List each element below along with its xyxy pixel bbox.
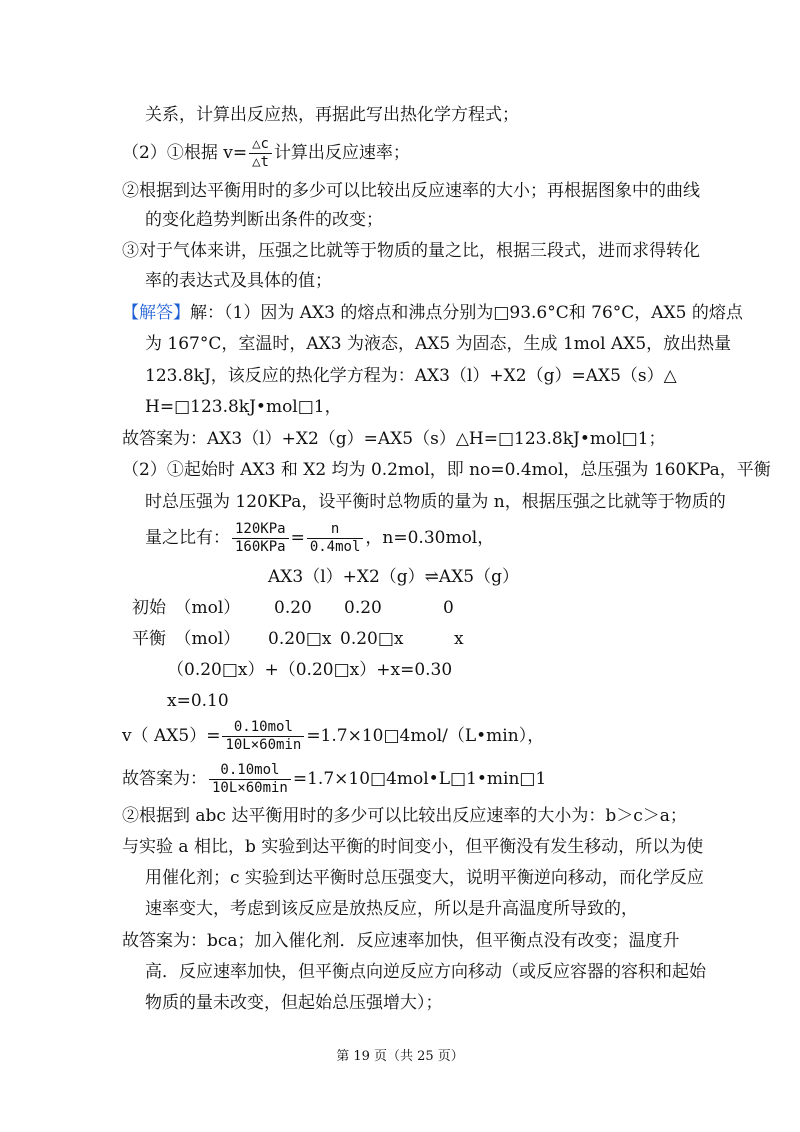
fraction-moles	[307, 521, 364, 556]
row-label-equilibrium: 平衡 （mol）	[132, 629, 241, 649]
text-line: 用催化剂；c 实验到达平衡时总压强变大，说明平衡逆向移动，而化学反应	[145, 868, 704, 888]
table-cell: 0.20□x	[268, 629, 332, 649]
fraction-numerator: 0.10mol	[222, 719, 304, 737]
fraction-denominator: 0.4mol	[309, 539, 361, 555]
fraction-dc-dt	[249, 136, 272, 171]
text-line: 为 167°C，室温时，AX3 为液态，AX5 为固态，生成 1mol AX5，放出热量	[145, 334, 732, 354]
equilibrium-equation: AX3（l）+X2（g）⇌AX5（g）	[268, 567, 519, 587]
fraction-pressure	[232, 521, 289, 556]
equals-sign: =	[290, 528, 305, 548]
table-cell: 0.20□x	[340, 629, 404, 649]
text-line: （2）①起始时 AX3 和 X2 均为 0.2mol，即 no=0.4mol，总压强为 160KPa，平衡	[122, 460, 771, 480]
text-segment: v（ AX5）=	[122, 726, 221, 746]
text-segment: 解：（1）因为 AX3 的熔点和沸点分别为□93.6°C和 76°C，AX5 的熔点	[190, 303, 743, 323]
fraction-numerator: n	[307, 521, 364, 539]
row-label-initial: 初始 （mol）	[132, 598, 241, 618]
text-line: 故答案为：AX3（l）+X2（g）=AX5（s）△H=□123.8kJ•mol□1；	[122, 429, 666, 449]
text-line: 物质的量未改变，但起始总压强增大）；	[145, 993, 443, 1013]
text-segment: 量之比有：	[145, 528, 230, 548]
text-line: 速率变大，考虑到该反应是放热反应，所以是升高温度所导致的，	[145, 899, 638, 919]
fraction-denominator: 160KPa	[235, 539, 286, 555]
text-segment: （2）①根据 v=	[122, 143, 248, 163]
fraction-rate	[222, 719, 304, 754]
text-segment: ，n=0.30mol，	[365, 528, 495, 548]
table-cell: x	[454, 629, 464, 649]
text-line: 率的表达式及具体的值；	[145, 271, 332, 291]
text-line: 与实验 a 相比，b 实验到达平衡的时间变小，但平衡没有发生移动，所以为使	[122, 837, 704, 857]
fraction-denominator: 10L×60min	[225, 737, 302, 753]
text-line: 时总压强为 120KPa，设平衡时总物质的量为 n，根据压强之比就等于物质的	[145, 492, 726, 512]
text-line: H=□123.8kJ•mol□1，	[145, 397, 342, 417]
text-line: 高．反应速率加快，但平衡点向逆反应方向移动（或反应容器的容积和起始	[145, 962, 706, 982]
fraction-numerator: △c	[249, 136, 272, 154]
text-segment: =1.7×10□4mol/（L•min），	[306, 726, 545, 746]
fraction-denominator: 10L×60min	[212, 780, 288, 796]
text-line: ③对于气体来讲，压强之比就等于物质的量之比，根据三段式，进而求得转化	[122, 241, 700, 261]
text-line: 关系，计算出反应热，再据此写出热化学方程式；	[145, 105, 519, 125]
fraction-numerator: 120KPa	[232, 521, 289, 539]
text-line-formula	[145, 521, 494, 556]
text-line: 故答案为：bca；加入催化剂．反应速率加快，但平衡点没有改变；温度升	[122, 931, 680, 951]
answer-tag: 【解答】	[122, 303, 190, 323]
text-line: （0.20□x）+（0.20□x）+x=0.30	[167, 660, 453, 680]
fraction-numerator: 0.10mol	[209, 762, 291, 780]
text-segment: 计算出反应速率；	[273, 143, 410, 163]
table-cell: 0.20	[344, 598, 382, 618]
text-line: 的变化趋势判断出条件的改变；	[145, 210, 383, 230]
table-cell: 0.20	[274, 598, 312, 618]
page-footer: 第 19 页（共 25 页）	[336, 1049, 464, 1064]
text-line: ②根据到 abc 达平衡用时的多少可以比较出反应速率的大小为：b＞c＞a；	[122, 806, 687, 826]
fraction-denominator: △t	[252, 154, 269, 170]
fraction-rate	[209, 762, 291, 797]
text-line: 123.8kJ，该反应的热化学方程为：AX3（l）+X2（g）=AX5（s）△	[145, 366, 677, 386]
text-segment: =1.7×10□4mol•L□1•min□1	[292, 769, 547, 789]
text-line: ②根据到达平衡用时的多少可以比较出反应速率的大小；再根据图象中的曲线	[122, 181, 700, 201]
answer-heading-line	[122, 302, 743, 324]
text-line-formula	[122, 719, 544, 754]
table-cell: 0	[443, 598, 454, 618]
text-segment: 故答案为：	[122, 769, 207, 789]
text-line-formula	[122, 136, 410, 171]
text-line: x=0.10	[167, 691, 229, 711]
text-line-formula	[122, 762, 546, 797]
